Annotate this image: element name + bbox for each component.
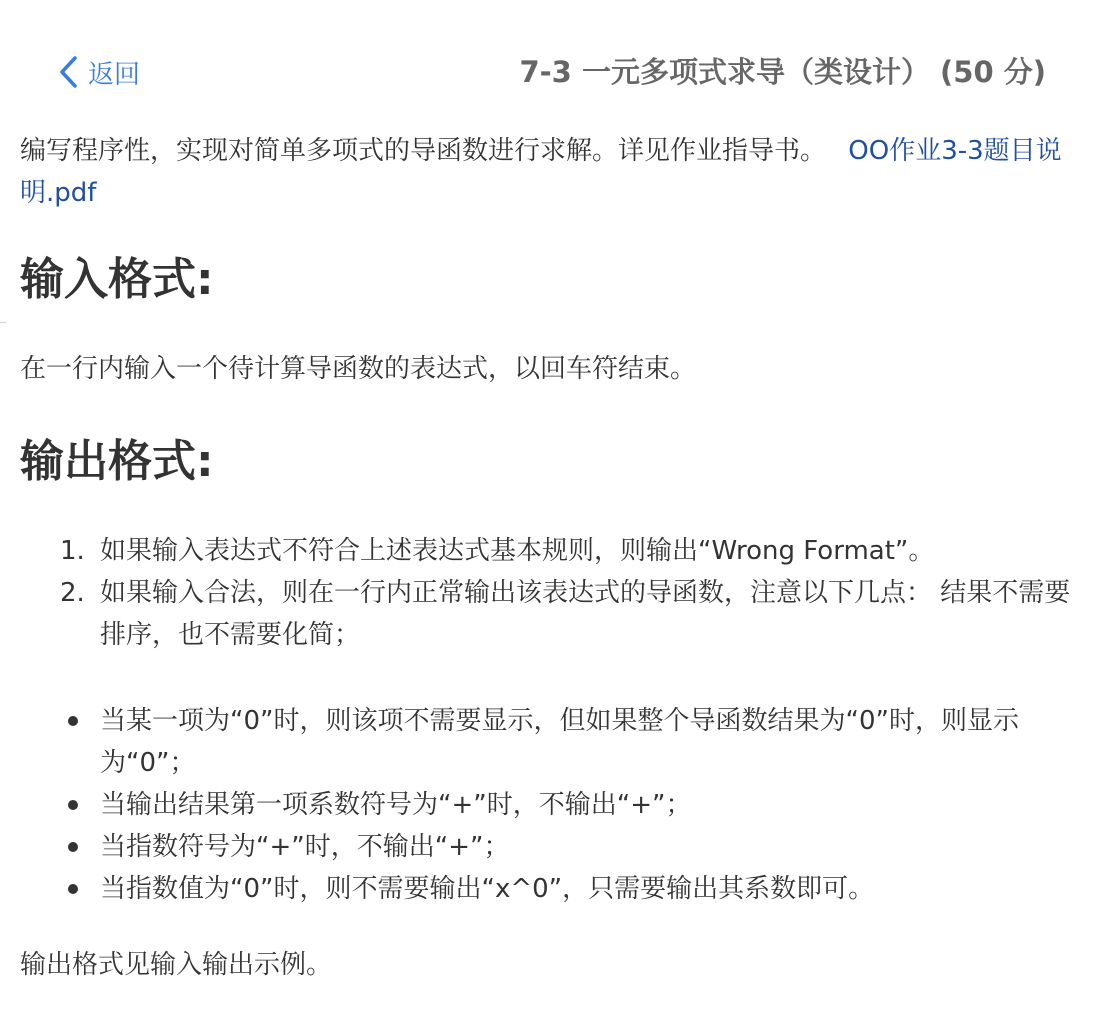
- list-item-text: 如果输入表达式不符合上述表达式基本规则，则输出“Wrong Format”。: [100, 536, 935, 566]
- output-format-footer: 输出格式见输入输出示例。: [20, 950, 333, 980]
- list-item: [20, 700, 1084, 784]
- list-number: 1.: [60, 536, 85, 566]
- output-rules-bullets: [20, 700, 1084, 910]
- back-button[interactable]: [58, 52, 140, 92]
- attachment-link[interactable]: OO作业3-3题目说明.pdf: [20, 136, 1062, 208]
- description-text: 编写程序性，实现对简单多项式的导函数进行求解。详见作业指导书。: [20, 136, 827, 166]
- list-item: [20, 784, 1084, 826]
- output-format-heading: 输出格式:: [20, 436, 214, 487]
- list-item: [20, 826, 1084, 868]
- problem-description: [20, 130, 1084, 214]
- list-item-text: 当输出结果第一项系数符号为“+”时，不输出“+”；: [100, 790, 692, 820]
- list-item-text: 如果输入合法，则在一行内正常输出该表达式的导函数，注意以下几点： 结果不需要排序，也不需要化简；: [100, 578, 1071, 650]
- bullet-icon: [68, 842, 78, 852]
- bullet-icon: [68, 800, 78, 810]
- top-bar: [0, 0, 1104, 118]
- bullet-icon: [68, 716, 78, 726]
- list-item-text: 当指数值为“0”时，则不需要输出“x^0”，只需要输出其系数即可。: [100, 874, 875, 904]
- chevron-left-icon: [58, 55, 78, 89]
- input-format-heading: 输入格式:: [20, 254, 214, 305]
- list-item-text: 当某一项为“0”时，则该项不需要显示，但如果整个导函数结果为“0”时，则显示为“0”；: [100, 706, 1019, 778]
- list-item: [20, 530, 1084, 572]
- back-label: 返回: [88, 59, 141, 90]
- bullet-icon: [68, 884, 78, 894]
- list-number: 2.: [60, 578, 85, 608]
- input-format-text: 在一行内输入一个待计算导函数的表达式，以回车符结束。: [20, 354, 697, 384]
- output-rules-ordered: [20, 530, 1084, 656]
- list-item: [20, 572, 1084, 656]
- problem-content: [20, 130, 1084, 986]
- edge-divider: [0, 322, 6, 323]
- list-item: [20, 868, 1084, 910]
- list-item-text: 当指数符号为“+”时，不输出“+”；: [100, 832, 510, 862]
- page-title: 7-3 一元多项式求导（类设计） (50 分): [519, 55, 1046, 89]
